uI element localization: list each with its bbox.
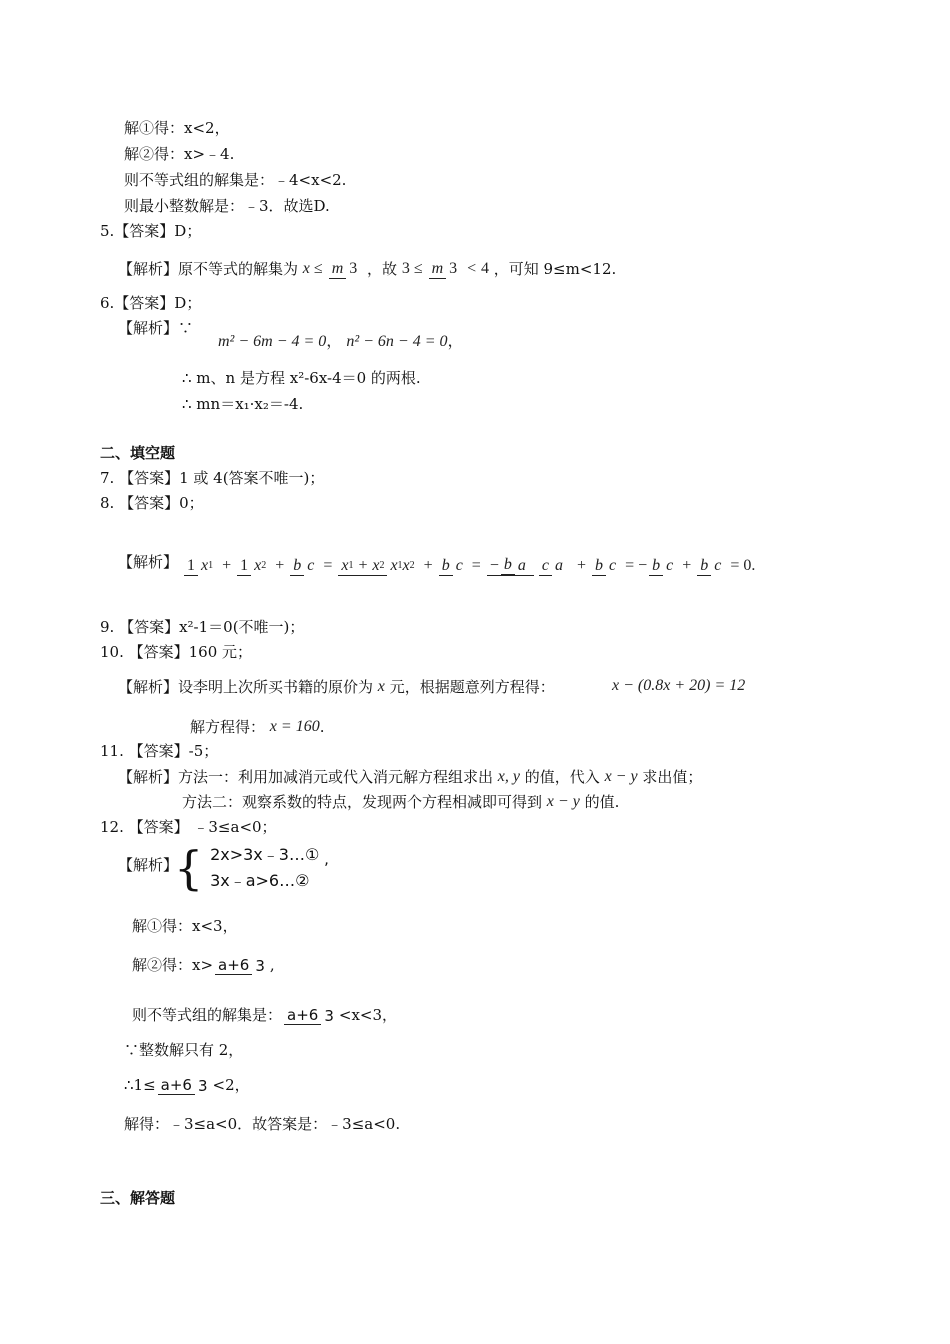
q12-final: 解得：﹣3≤a<0．故答案是：﹣3≤a<0. — [124, 1115, 401, 1133]
q11-answer: 11. 【答案】-5； — [100, 742, 219, 760]
q6-conclusion2: ∴ mn＝x₁·x₂＝-4. — [182, 395, 304, 413]
q12-answer: 12. 【答案】 ﹣3≤a<0； — [100, 818, 277, 836]
q9-answer: 9. 【答案】x²-1＝0(不唯一)； — [100, 618, 305, 636]
q12-solve1: 解①得：x<3， — [132, 917, 238, 935]
q8-formula: 1 x1 + 1 x2 + b c = x1 + x2 x1x2 + b c = − b a c a + b c = − b c + b c = 0. — [182, 518, 755, 614]
q12-l3: 则不等式组的解集是： — [132, 1006, 283, 1024]
q12-system: { 2x>3x﹣3…① 3x﹣a>6…② , — [174, 841, 329, 895]
q6-conclusion1: ∴ m、n 是方程 x²-6x-4＝0 的两根. — [182, 369, 421, 387]
q8-answer: 8. 【答案】0； — [100, 494, 204, 512]
q12-l5a: ∴1≤ — [124, 1076, 156, 1094]
q12-solve2-text: 解②得：x> — [132, 956, 214, 974]
q6-eq2: n² − 6n − 4 = 0 — [346, 333, 448, 351]
q12-solution-set: 则不等式组的解集是： a+6 3 <x<3， — [132, 994, 397, 1035]
q10-analysis — [118, 676, 555, 697]
q12-l3b: <x<3， — [338, 1006, 398, 1024]
q11-l1c: 求出值； — [642, 768, 703, 786]
line-min-integer: 则最小整数解是：﹣3．故选D. — [124, 197, 330, 215]
q10-answer: 10. 【答案】160 元； — [100, 643, 253, 661]
q12-solve2: 解②得：x> a+6 3 , — [132, 944, 275, 985]
q10-solve-eq: x = 160 — [269, 718, 320, 735]
q12-sys-eq2: 3x﹣a>6…② — [210, 871, 310, 890]
q11-diff2: x − y — [546, 793, 580, 810]
section-fill-blank-heading: 二、填空题 — [100, 444, 176, 462]
q11-vars: x, y — [497, 768, 520, 785]
q10-solve-label: 解方程得： — [190, 718, 266, 736]
line-solve1: 解①得：x<2， — [124, 119, 230, 137]
q10-label: 【解析】设李明上次所买书籍的原价为 — [118, 678, 374, 696]
q12-label: 【解析】 — [118, 856, 179, 874]
q10-equation: x − (0.8x + 20) = 12 — [612, 677, 746, 694]
section-solve-heading: 三、解答题 — [100, 1189, 176, 1207]
q11-l1b: 的值，代入 — [524, 768, 600, 786]
q11-l1a: 【解析】方法一：利用加减消元或代入消元解方程组求出 — [118, 768, 494, 786]
q5-mid: ，故 — [367, 260, 398, 278]
q5-end: ，可知 9≤m<12. — [493, 260, 617, 278]
q11-l2b: 的值. — [584, 793, 620, 811]
q6-equations: m² − 6m − 4 = 0， n² − 6n − 4 = 0， — [218, 333, 464, 351]
q11-method2 — [182, 791, 619, 812]
line-solution-set: 则不等式组的解集是：﹣4<x<2. — [124, 171, 347, 189]
q11-l2a: 方法二：观察系数的特点，发现两个方程相减即可得到 — [182, 793, 543, 811]
q10-var-x: x — [377, 678, 385, 695]
q5-math2: 3 ≤ m 3 < 4 — [401, 259, 489, 278]
q7-answer: 7. 【答案】1 或 4(答案不唯一)； — [100, 469, 325, 487]
left-brace-icon: { — [174, 841, 204, 895]
q12-sys-eq1: 2x>3x﹣3…① — [210, 845, 320, 864]
q8-label: 【解析】 — [118, 553, 179, 571]
line-solve2: 解②得：x>﹣4. — [124, 145, 235, 163]
q10-mid: 元，根据题意列方程得： — [389, 678, 555, 696]
q6-label: 【解析】∵ — [118, 319, 194, 337]
q10-solve: 解方程得： x = 160. — [190, 718, 325, 736]
q5-answer: 5.【答案】D； — [100, 222, 202, 240]
q11-method1 — [118, 766, 702, 787]
q12-l5b: <2， — [212, 1076, 250, 1094]
q6-eq1: m² − 6m − 4 = 0 — [218, 333, 327, 351]
q5-analysis — [118, 246, 616, 291]
q11-diff: x − y — [604, 768, 638, 785]
q5-label: 【解析】原不等式的解集为 — [118, 260, 299, 278]
q12-integer-only: ∵整数解只有 2， — [124, 1041, 244, 1059]
q6-answer: 6.【答案】D； — [100, 294, 202, 312]
q5-math1: x ≤ m 3 — [302, 259, 358, 278]
q12-inequality: ∴1≤ a+6 3 <2， — [124, 1064, 250, 1105]
